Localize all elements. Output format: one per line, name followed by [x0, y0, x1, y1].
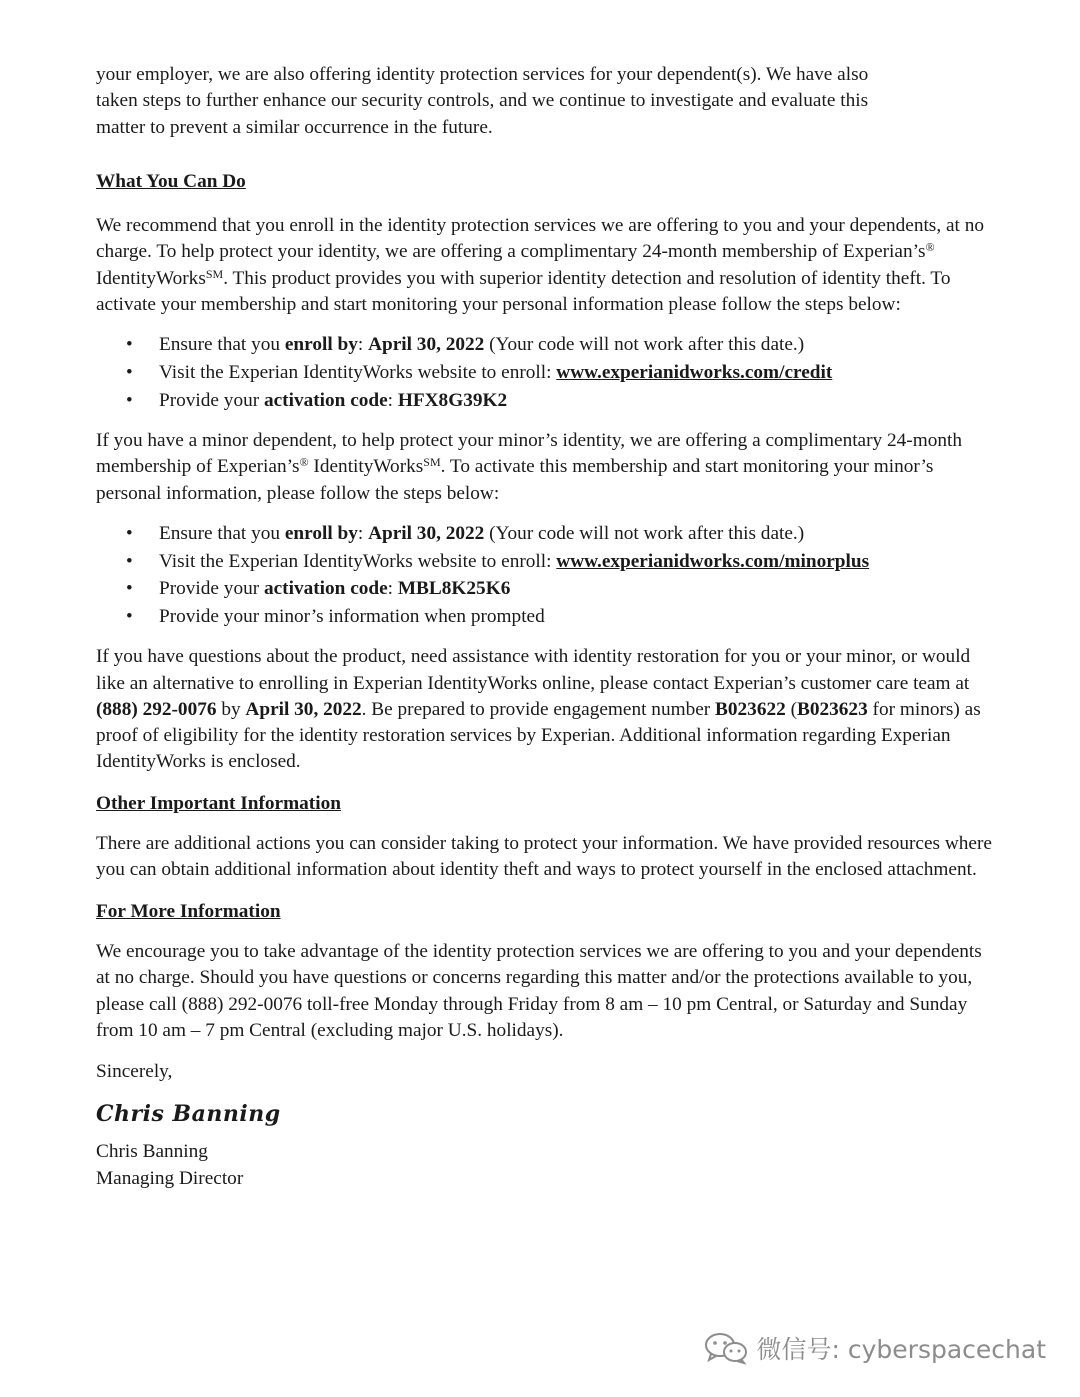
- watermark: [703, 1330, 1047, 1366]
- contact-paragraph: If you have questions about the product, need assistance with identity restoration for you or your minor, or would like an alternative to enrolling in Experian IdentityWorks online, please contact Experian’s customer care team at (888) 292-0076 by April 30, 2022. Be prepared to provide engagement number B023622 (B023623 for minors) as proof of eligibility for the identity restoration services by Experian. Additional information regarding Experian IdentityWorks is enclosed.: [96, 646, 981, 773]
- heading-what-you-can-do: What You Can Do: [96, 170, 246, 192]
- letter-body: [96, 62, 996, 1192]
- heading-other-important-information: Other Important Information: [96, 792, 341, 814]
- list-item: • Visit the Experian IdentityWorks website to enroll: www.experianidworks.com/credit: [96, 360, 996, 386]
- minor-paragraph: If you have a minor dependent, to help protect your minor’s identity, we are offering a complimentary 24-month membership of Experian’s® IdentityWorks℠. To activate this membership and start monitoring your minor’s personal information, please follow the steps below:: [96, 430, 962, 504]
- adult-activation-code: HFX8G39K2: [397, 389, 508, 411]
- watermark-text: 微信号: cyberspacechat: [756, 1335, 1046, 1364]
- list-item: • Ensure that you enroll by: April 30, 2022 (Your code will not work after this date.): [96, 332, 996, 358]
- list-item: • Provide your activation code: HFX8G39K2: [96, 388, 996, 414]
- signer-name: Chris Banning: [96, 1141, 208, 1163]
- list-item: • Provide your minor’s information when prompted: [96, 604, 996, 630]
- handwritten-signature: Chris Banning: [96, 1101, 281, 1128]
- intro-paragraph: your employer, we are also offering identity protection services for your dependent(s). We have also taken steps to further enhance our security controls, and we continue to investigate and evaluate this matter to prevent a similar occurrence in the future.: [96, 64, 869, 138]
- more-info-paragraph: We encourage you to take advantage of the identity protection services we are offering to you and your dependents at no charge. Should you have questions or concerns regarding this matter and/or the protections available to you, please call (888) 292-0076 toll-free Monday through Friday from 8 am – 10 pm Central, or Saturday and Sunday from 10 am – 7 pm Central (excluding major U.S. holidays).: [96, 940, 982, 1041]
- list-item: • Visit the Experian IdentityWorks website to enroll: www.experianidworks.com/minorplus: [96, 549, 996, 575]
- other-info-paragraph: There are additional actions you can consider taking to protect your information. We have provided resources where you can obtain additional information about identity theft and ways to protect yourself in the enclosed attachment.: [96, 833, 992, 881]
- adult-steps-list: [96, 332, 996, 414]
- enrollment-paragraph: We recommend that you enroll in the identity protection services we are offering to you and your dependents, at no charge. To help protect your identity, we are offering a complimentary 24-month membership of Experian’s® IdentityWorks℠. This product provides you with superior identity detection and resolution of identity theft. To activate your membership and start monitoring your personal information please follow the steps below:: [96, 215, 984, 316]
- heading-for-more-information: For More Information: [96, 900, 281, 922]
- signer-title: Managing Director: [96, 1167, 244, 1189]
- list-item: • Provide your activation code: MBL8K25K6: [96, 576, 996, 602]
- wechat-icon: [703, 1331, 749, 1365]
- list-item: • Ensure that you enroll by: April 30, 2022 (Your code will not work after this date.): [96, 521, 996, 547]
- experian-credit-link[interactable]: www.experianidworks.com/credit: [556, 362, 833, 384]
- minor-activation-code: MBL8K25K6: [397, 578, 511, 600]
- salutation: Sincerely,: [96, 1061, 173, 1083]
- minor-steps-list: [96, 521, 996, 630]
- experian-minorplus-link[interactable]: www.experianidworks.com/minorplus: [556, 550, 870, 572]
